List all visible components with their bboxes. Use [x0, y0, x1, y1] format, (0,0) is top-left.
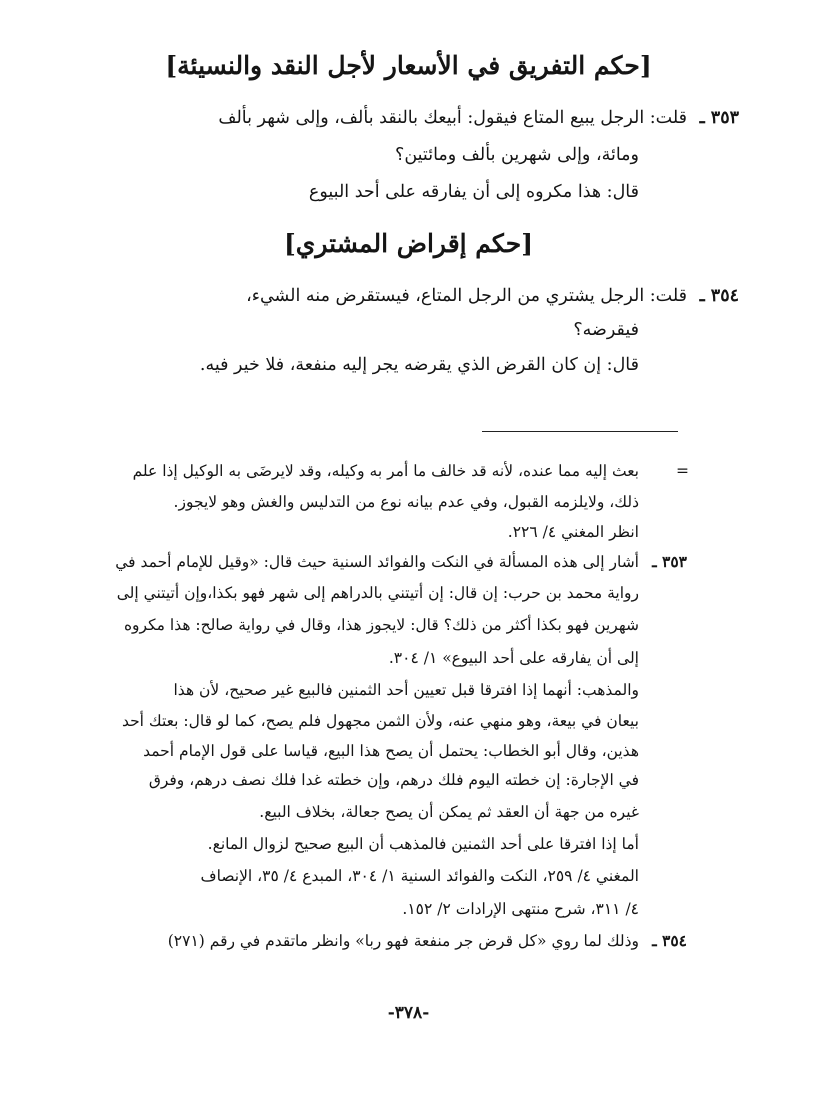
question-353-line-2: ومائة، وإلى شهرين بألف ومائتين؟: [395, 145, 639, 165]
footnote-353-line-3: شهرين فهو بكذا أكثر من ذلك؟ قال: لايجوز هذا، وقال في رواية صالح: هذا مكروه: [123, 616, 639, 634]
question-354-line-1: قلت: الرجل يشتري من الرجل المتاع، فيستقرض منه الشيء،: [246, 286, 687, 306]
footnote-continued-line-1: بعث إليه مما عنده، لأنه قد خالف ما أمر به وكيله، وقد لايرضَى به الوكيل إذا علم: [132, 462, 639, 480]
footnote-continued-line-3: انظر المغني ٤/ ٢٢٦.: [507, 523, 639, 541]
footnote-353-line-11: المغني ٤/ ٢٥٩، النكت والفوائد السنية ١/ ٣٠٤، المبدع ٤/ ٣٥، الإنصاف: [200, 867, 639, 885]
section-heading-buyer-loan: [حكم إقراض المشتري]: [283, 229, 534, 258]
page-number: -٣٧٨-: [387, 1003, 430, 1023]
footnote-354-line-1: وذلك لما روي «كل قرض جر منفعة فهو ربا» وانظر ماتقدم في رقم (٢٧١): [167, 932, 639, 950]
footnote-353-line-10: أما إذا افترقا على أحد الثمنين فالمذهب أن البيع صحيح لزوال المانع.: [207, 835, 639, 853]
footnote-353-line-1: أشار إلى هذه المسألة في النكت والفوائد السنية حيث قال: «وقيل للإمام أحمد في: [115, 553, 639, 571]
answer-353: قال: هذا مكروه إلى أن يفارقه على أحد البيوع: [308, 182, 639, 202]
answer-354: قال: إن كان القرض الذي يقرضه يجر إليه منفعة، فلا خير فيه.: [199, 355, 639, 375]
footnote-number-354: ٣٥٤ ـ: [652, 931, 687, 950]
footnote-353-line-9: غيره من جهة أن العقد ثم يمكن أن يصح جعالة، بخلاف البيع.: [259, 803, 639, 821]
footnote-divider: [482, 431, 678, 432]
question-354-line-2: فيقرضه؟: [573, 320, 639, 340]
footnote-continuation-mark: =: [676, 462, 689, 480]
footnote-353-line-12: ٤/ ٣١١، شرح منتهى الإرادات ٢/ ١٥٢.: [402, 900, 639, 918]
footnote-353-line-2: رواية محمد بن حرب: إن قال: إن أتيتني بالدراهم إلى شهر فهو بكذا،وإن أتيتني إلى: [116, 584, 639, 602]
footnote-353-line-6: بيعان في بيعة، وهو منهي عنه، ولأن الثمن مجهول فلم يصح، كما لو قال: بعتك أحد: [121, 712, 639, 730]
question-number-353: ٣٥٣ ـ: [699, 108, 739, 128]
footnote-353-line-7: هذين، وقال أبو الخطاب: يحتمل أن يصح هذا البيع، قياسا على قول الإمام أحمد: [143, 742, 639, 760]
question-353-line-1: قلت: الرجل يبيع المتاع فيقول: أبيعك بالنقد بألف، وإلى شهر بألف: [218, 108, 687, 128]
question-number-354: ٣٥٤ ـ: [699, 286, 739, 306]
footnote-353-line-4: إلى أن يفارقه على أحد البيوع» ١/ ٣٠٤.: [388, 649, 639, 667]
footnote-continued-line-2: ذلك، ولايلزمه القبول، وفي عدم بيانه نوع من التدليس والغش وهو لايجوز.: [173, 493, 639, 511]
footnote-353-line-8: في الإجارة: إن خطته اليوم فلك درهم، وإن خطته غدا فلك نصف درهم، وفرق: [148, 771, 639, 789]
section-heading-price-split: [حكم التفريق في الأسعار لأجل النقد والنسيئة]: [165, 51, 652, 80]
footnote-number-353: ٣٥٣ ـ: [652, 552, 687, 571]
footnote-353-line-5: والمذهب: أنهما إذا افترقا قبل تعيين أحد الثمنين فالبيع غير صحيح، لأن هذا: [173, 681, 639, 699]
